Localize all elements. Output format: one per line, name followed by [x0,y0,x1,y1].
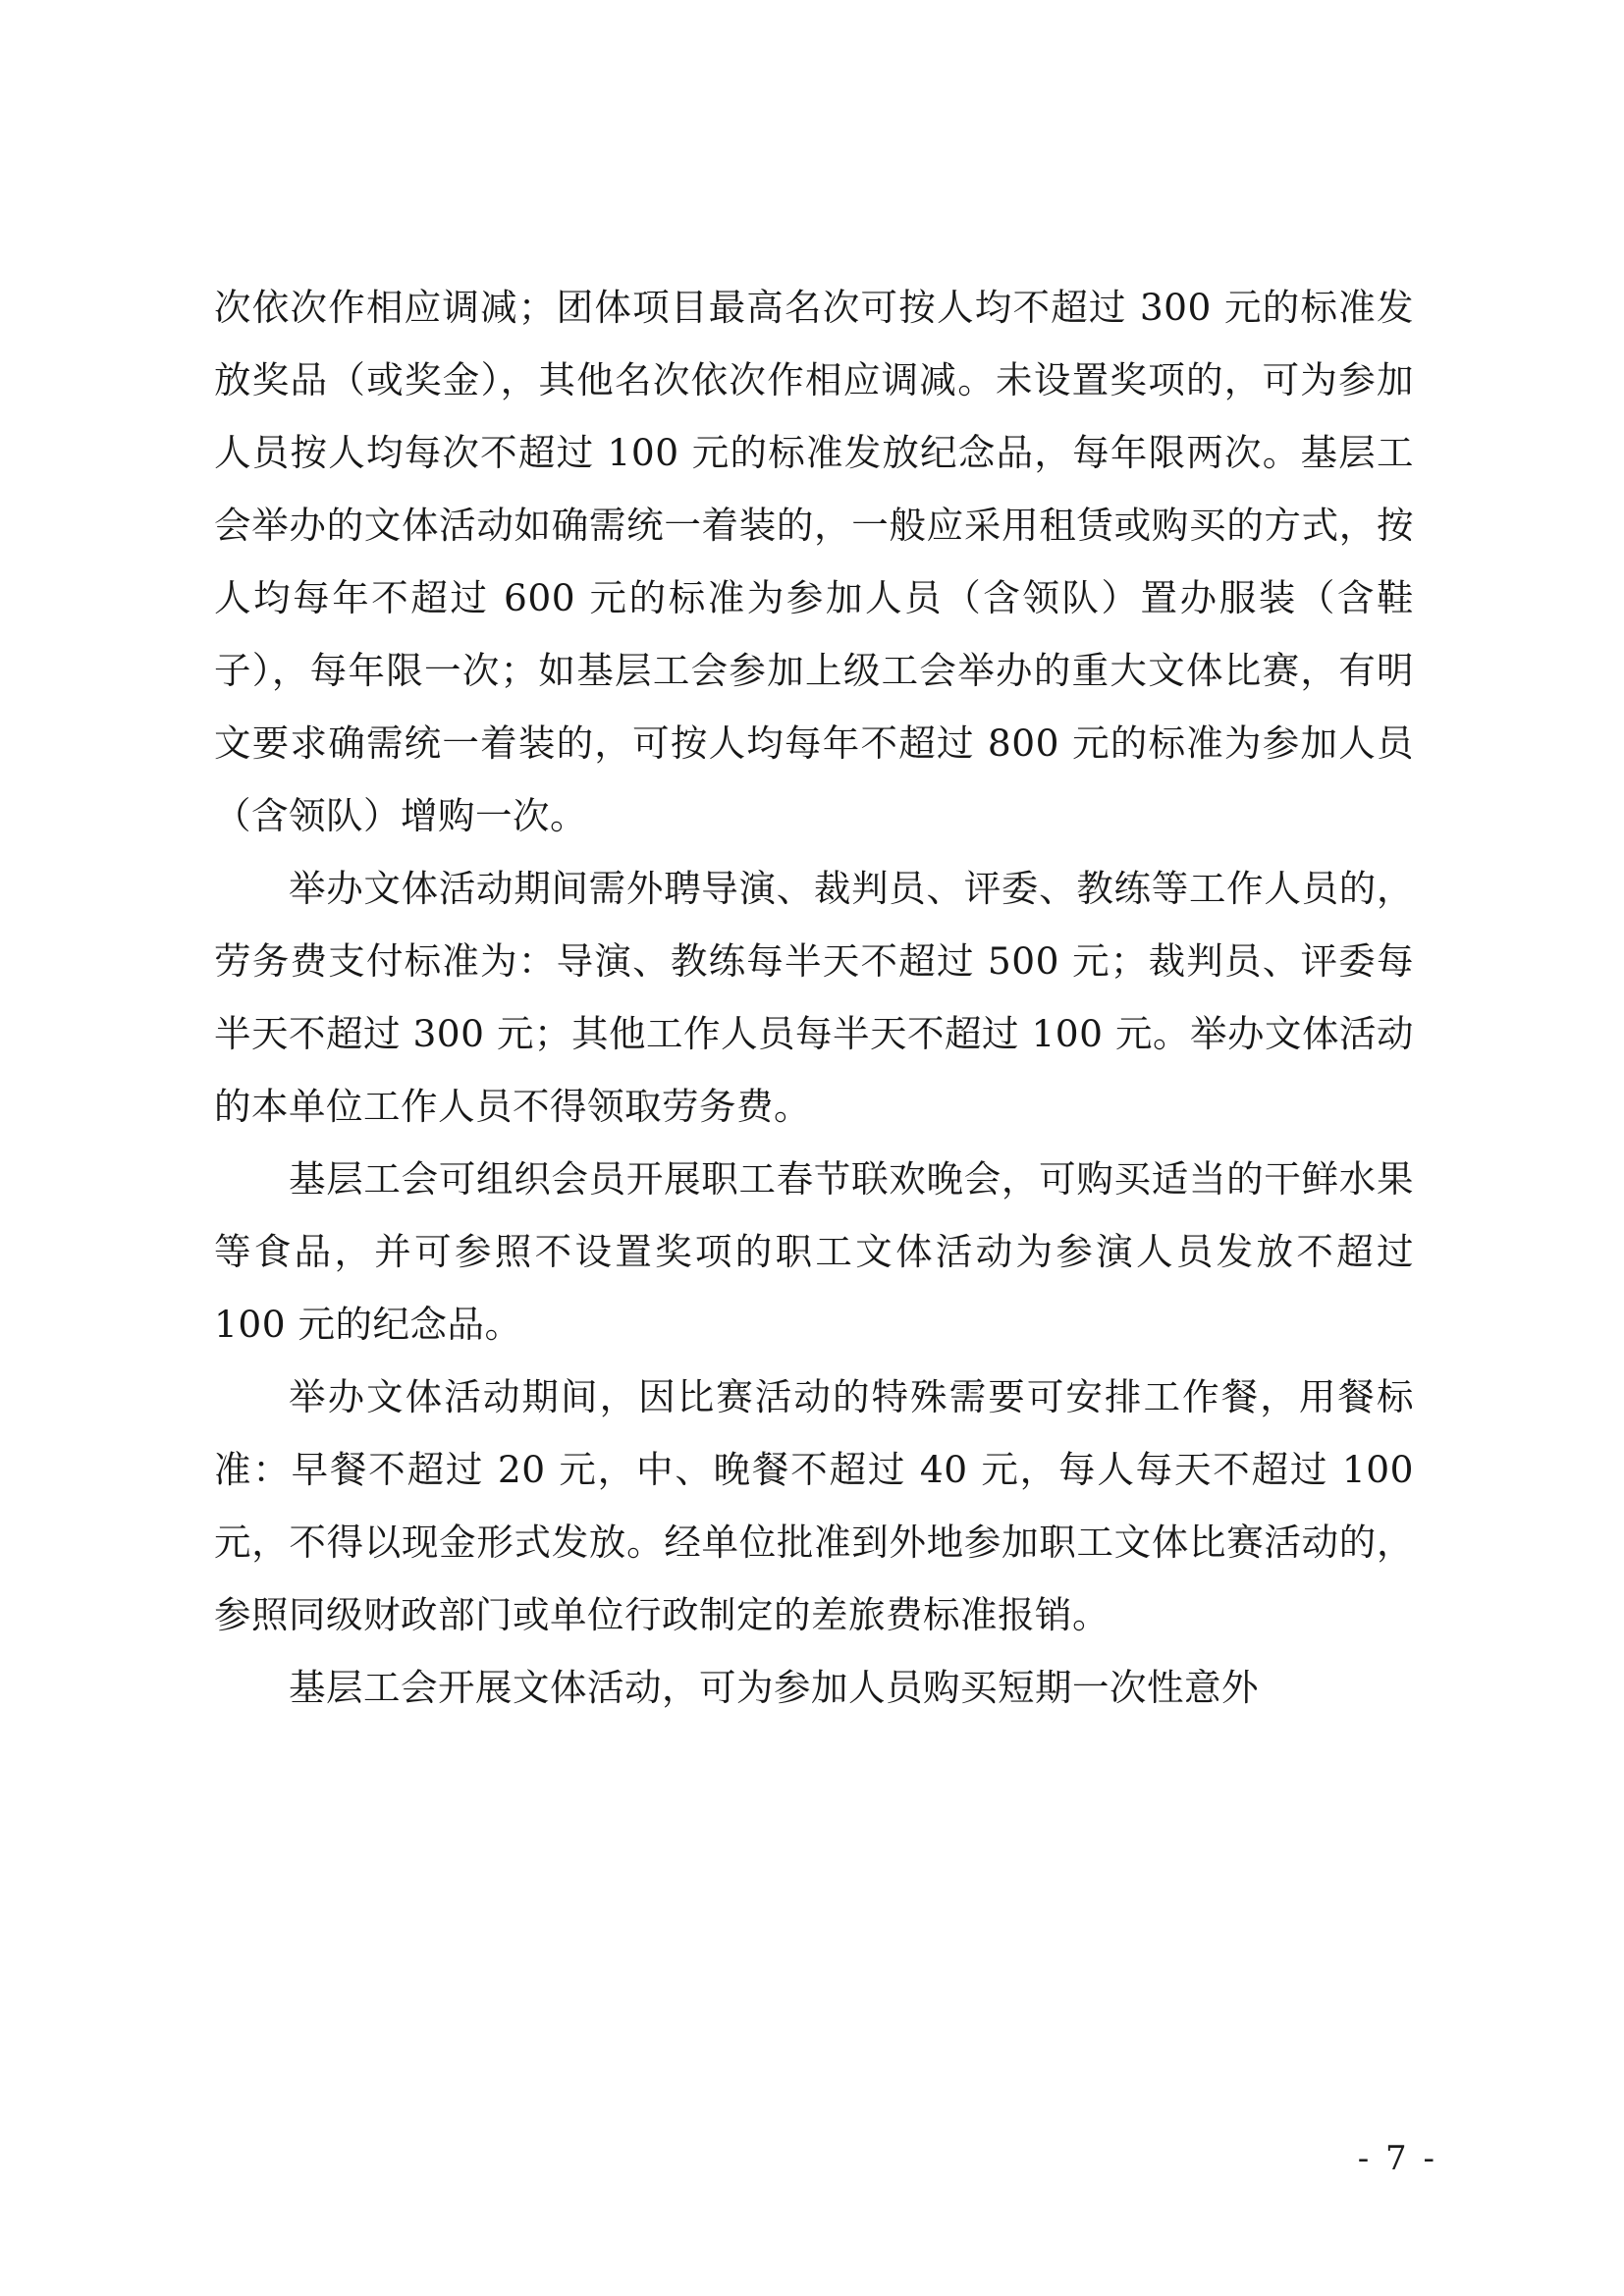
page-number: - 7 - [1357,2139,1437,2178]
paragraph-3: 基层工会可组织会员开展职工春节联欢晚会，可购买适当的干鲜水果等食品，并可参照不设置奖项的职工文体活动为参演人员发放不超过 100 元的纪念品。 [214,1157,1414,1346]
paragraph-5: 基层工会开展文体活动，可为参加人员购买短期一次性意外 [289,1666,1259,1709]
document-body [214,271,1414,1724]
paragraph-4: 举办文体活动期间，因比赛活动的特殊需要可安排工作餐，用餐标准：早餐不超过 20 元，中、晚餐不超过 40 元，每人每天不超过 100 元，不得以现金形式发放。经单位批准到外地参加职工文体比赛活动的，参照同级财政部门或单位行政制定的差旅费标准报销。 [214,1375,1414,1636]
paragraph-1: 次依次作相应调减；团体项目最高名次可按人均不超过 300 元的标准发放奖品（或奖金），其他名次依次作相应调减。未设置奖项的，可为参加人员按人均每次不超过 100 元的标准发放纪念品，每年限两次。基层工会举办的文体活动如确需统一着装的，一般应采用租赁或购买的方式，按人均每年不超过 600 元的标准为参加人员（含领队）置办服装（含鞋子），每年限一次；如基层工会参加上级工会举办的重大文体比赛，有明文要求确需统一着装的，可按人均每年不超过 800 元的标准为参加人员（含领队）增购一次。 [214,286,1414,837]
paragraph-2: 举办文体活动期间需外聘导演、裁判员、评委、教练等工作人员的，劳务费支付标准为：导演、教练每半天不超过 500 元；裁判员、评委每半天不超过 300 元；其他工作人员每半天不超过 100 元。举办文体活动的本单位工作人员不得领取劳务费。 [214,867,1414,1128]
